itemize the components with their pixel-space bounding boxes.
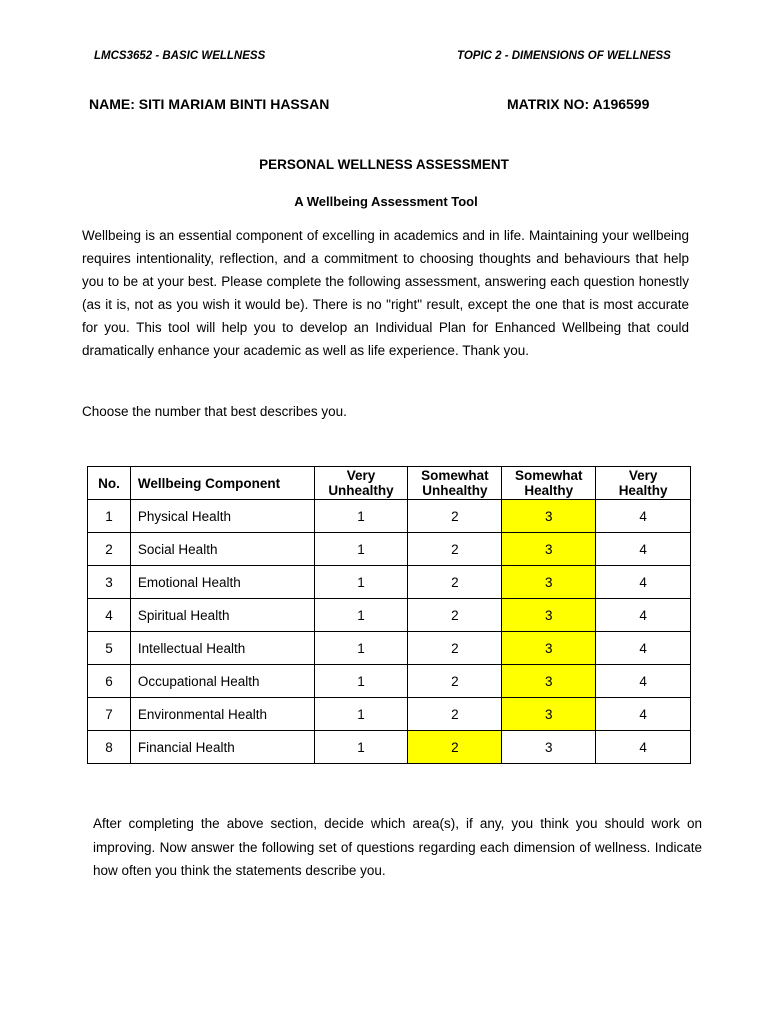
rating-cell-1[interactable]: 1 [314, 599, 408, 632]
component-name: Environmental Health [130, 698, 314, 731]
header-somewhat-healthy-line2: Healthy [524, 483, 574, 498]
component-name: Physical Health [130, 500, 314, 533]
rating-cell-3-selected[interactable]: 3 [502, 566, 596, 599]
topic-header: TOPIC 2 - DIMENSIONS OF WELLNESS [457, 50, 671, 62]
rating-cell-3[interactable]: 3 [502, 731, 596, 764]
rating-cell-1[interactable]: 1 [314, 698, 408, 731]
row-number: 8 [88, 731, 131, 764]
header-somewhat-unhealthy [408, 467, 502, 500]
rating-cell-1[interactable]: 1 [314, 566, 408, 599]
rating-cell-4[interactable]: 4 [596, 665, 691, 698]
rating-cell-1[interactable]: 1 [314, 665, 408, 698]
table-row [88, 632, 691, 665]
rating-cell-2[interactable]: 2 [408, 599, 502, 632]
rating-cell-4[interactable]: 4 [596, 599, 691, 632]
header-very-healthy-line1: Very [628, 468, 658, 483]
rating-cell-2[interactable]: 2 [408, 665, 502, 698]
header-very-unhealthy [314, 467, 408, 500]
component-name: Spiritual Health [130, 599, 314, 632]
table-row [88, 566, 691, 599]
table-row [88, 500, 691, 533]
rating-cell-3-selected[interactable]: 3 [502, 665, 596, 698]
table-row [88, 533, 691, 566]
rating-cell-4[interactable]: 4 [596, 500, 691, 533]
component-name: Occupational Health [130, 665, 314, 698]
wellness-assessment-table [87, 466, 691, 764]
rating-cell-3-selected[interactable]: 3 [502, 599, 596, 632]
rating-cell-2-selected[interactable]: 2 [408, 731, 502, 764]
table-row [88, 731, 691, 764]
rating-cell-1[interactable]: 1 [314, 533, 408, 566]
rating-cell-4[interactable]: 4 [596, 731, 691, 764]
table-row [88, 665, 691, 698]
rating-cell-3-selected[interactable]: 3 [502, 698, 596, 731]
row-number: 5 [88, 632, 131, 665]
rating-cell-1[interactable]: 1 [314, 500, 408, 533]
course-header: LMCS3652 - BASIC WELLNESS [94, 50, 266, 62]
component-name: Emotional Health [130, 566, 314, 599]
rating-cell-2[interactable]: 2 [408, 500, 502, 533]
matrix-number: MATRIX NO: A196599 [507, 96, 650, 112]
header-no: No. [88, 467, 131, 500]
table-row [88, 698, 691, 731]
row-number: 4 [88, 599, 131, 632]
rating-cell-4[interactable]: 4 [596, 632, 691, 665]
component-name: Financial Health [130, 731, 314, 764]
header-somewhat-healthy-line1: Somewhat [514, 468, 583, 483]
header-somewhat-healthy [502, 467, 596, 500]
intro-paragraph: Wellbeing is an essential component of excelling in academics and in life. Maintaining your wellbeing requires intentionality, reflection, and a commitment to choosing thoughts and behaviours that help you to be at your best. Please complete the following assessment, answering each question honestly (as it is, not as you wish it would be). There is no "right" result, except the one that is most accurate for you. This tool will help you to develop an Individual Plan for Enhanced Wellbeing that could dramatically enhance your academic as well as life experience. Thank you. [82, 228, 689, 358]
component-name: Intellectual Health [130, 632, 314, 665]
rating-cell-2[interactable]: 2 [408, 533, 502, 566]
rating-cell-4[interactable]: 4 [596, 698, 691, 731]
rating-cell-4[interactable]: 4 [596, 533, 691, 566]
instruction-text: Choose the number that best describes you. [82, 404, 347, 419]
header-very-healthy-line2: Healthy [618, 483, 668, 498]
rating-cell-3-selected[interactable]: 3 [502, 533, 596, 566]
rating-cell-2[interactable]: 2 [408, 566, 502, 599]
rating-cell-2[interactable]: 2 [408, 698, 502, 731]
page-subtitle: A Wellbeing Assessment Tool [294, 194, 478, 209]
row-number: 7 [88, 698, 131, 731]
rating-cell-2[interactable]: 2 [408, 632, 502, 665]
header-component: Wellbeing Component [130, 467, 314, 500]
header-very-healthy [596, 467, 691, 500]
rating-cell-1[interactable]: 1 [314, 731, 408, 764]
header-very-unhealthy-line1: Very [346, 468, 376, 483]
component-name: Social Health [130, 533, 314, 566]
row-number: 6 [88, 665, 131, 698]
rating-cell-4[interactable]: 4 [596, 566, 691, 599]
follow-up-paragraph: After completing the above section, decide which area(s), if any, you think you should work on improving. Now answer the following set of questions regarding each dimension of wellness. Indicate how often you think the statements describe you. [93, 816, 702, 878]
rating-cell-3-selected[interactable]: 3 [502, 500, 596, 533]
table-row [88, 599, 691, 632]
header-very-unhealthy-line2: Unhealthy [328, 483, 394, 498]
rating-cell-3-selected[interactable]: 3 [502, 632, 596, 665]
row-number: 1 [88, 500, 131, 533]
rating-cell-1[interactable]: 1 [314, 632, 408, 665]
table-header-row [88, 467, 691, 500]
header-somewhat-unhealthy-line1: Somewhat [421, 468, 489, 483]
page-title: PERSONAL WELLNESS ASSESSMENT [259, 157, 509, 172]
row-number: 3 [88, 566, 131, 599]
student-name: NAME: SITI MARIAM BINTI HASSAN [89, 96, 330, 112]
header-somewhat-unhealthy-line2: Unhealthy [422, 483, 488, 498]
row-number: 2 [88, 533, 131, 566]
